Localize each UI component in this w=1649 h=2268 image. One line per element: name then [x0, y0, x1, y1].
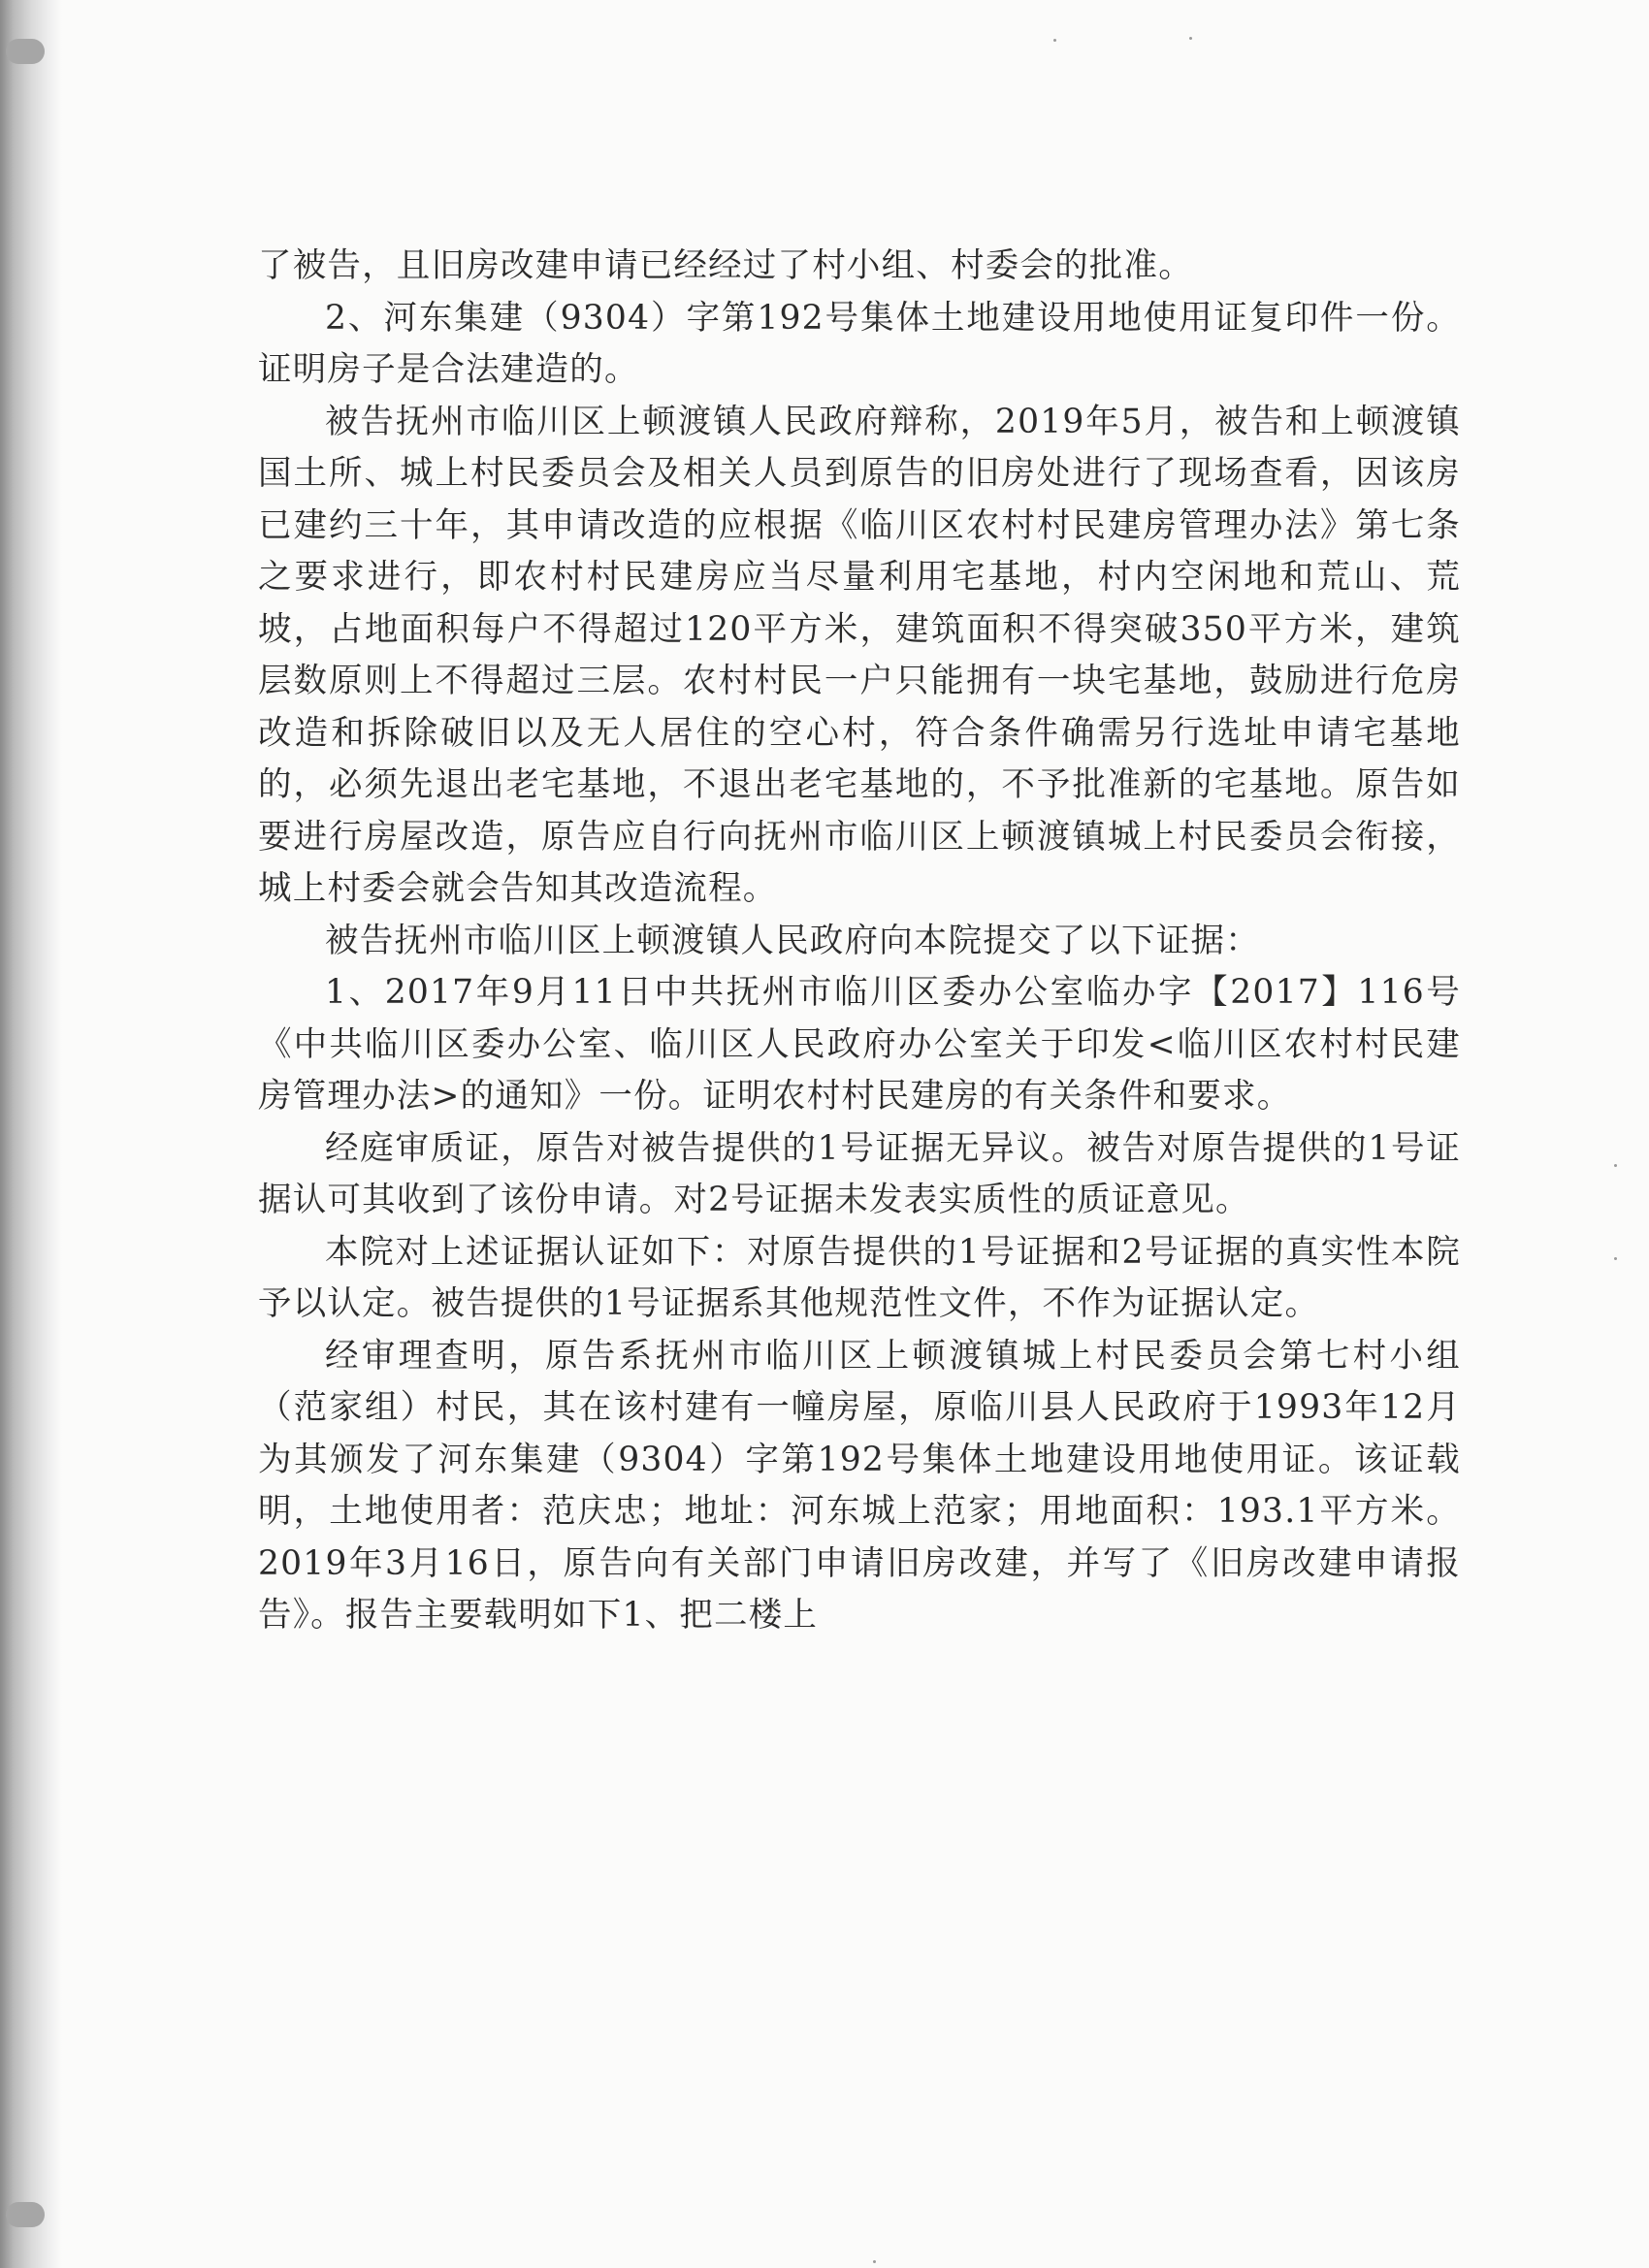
paragraph: 了被告，且旧房改建申请已经经过了村小组、村委会的批准。 — [258, 246, 1193, 285]
paragraph: 本院对上述证据认证如下：对原告提供的1号证据和2号证据的真实性本院予以认定。被告提供的1号证据系其他规范性文件，不作为证据认定。 — [258, 1232, 1461, 1323]
paragraph: 被告抚州市临川区上顿渡镇人民政府向本院提交了以下证据： — [325, 921, 1260, 960]
binding-shadow — [0, 0, 62, 2268]
scan-speck — [873, 2260, 876, 2263]
binding-hole — [6, 39, 45, 64]
scan-speck — [1189, 37, 1192, 40]
document-body — [258, 241, 1461, 1642]
paragraph: 2、河东集建（9304）字第192号集体土地建设用地使用证复印件一份。证明房子是合法建造的。 — [258, 298, 1461, 389]
paragraph: 被告抚州市临川区上顿渡镇人民政府辩称，2019年5月，被告和上顿渡镇国土所、城上村民委员会及相关人员到原告的旧房处进行了现场查看，因该房已建约三十年，其申请改造的应根据《临川区农村村民建房管理办法》第七条之要求进行，即农村村民建房应当尽量利用宅基地，村内空闲地和荒山、荒坡，占地面积每户不得超过120平方米，建筑面积不得突破350平方米，建筑层数原则上不得超过三层。农村村民一户只能拥有一块宅基地，鼓励进行危房改造和拆除破旧以及无人居住的空心村，符合条件确需另行选址申请宅基地的，必须先退出老宅基地，不退出老宅基地的，不予批准新的宅基地。原告如要进行房屋改造，原告应自行向抚州市临川区上顿渡镇城上村民委员会衔接，城上村委会就会告知其改造流程。 — [258, 402, 1461, 908]
scan-speck — [1614, 1164, 1617, 1167]
paragraph: 经庭审质证，原告对被告提供的1号证据无异议。被告对原告提供的1号证据认可其收到了该份申请。对2号证据未发表实质性的质证意见。 — [258, 1128, 1461, 1219]
scan-speck — [1614, 1257, 1617, 1260]
paragraph: 1、2017年9月11日中共抚州市临川区委办公室临办字【2017】116号《中共临川区委办公室、临川区人民政府办公室关于印发<临川区农村村民建房管理办法>的通知》一份。证明农村村民建房的有关条件和要求。 — [258, 973, 1461, 1116]
paragraph: 经审理查明，原告系抚州市临川区上顿渡镇城上村民委员会第七村小组（范家组）村民，其在该村建有一幢房屋，原临川县人民政府于1993年12月为其颁发了河东集建（9304）字第192号集体土地建设用地使用证。该证载明，土地使用者：范庆忠；地址：河东城上范家；用地面积：193.1平方米。2019年3月16日，原告向有关部门申请旧房改建，并写了《旧房改建申请报告》。报告主要载明如下1、把二楼上 — [258, 1336, 1461, 1635]
scan-speck — [1053, 39, 1056, 42]
binding-hole — [6, 2202, 45, 2227]
